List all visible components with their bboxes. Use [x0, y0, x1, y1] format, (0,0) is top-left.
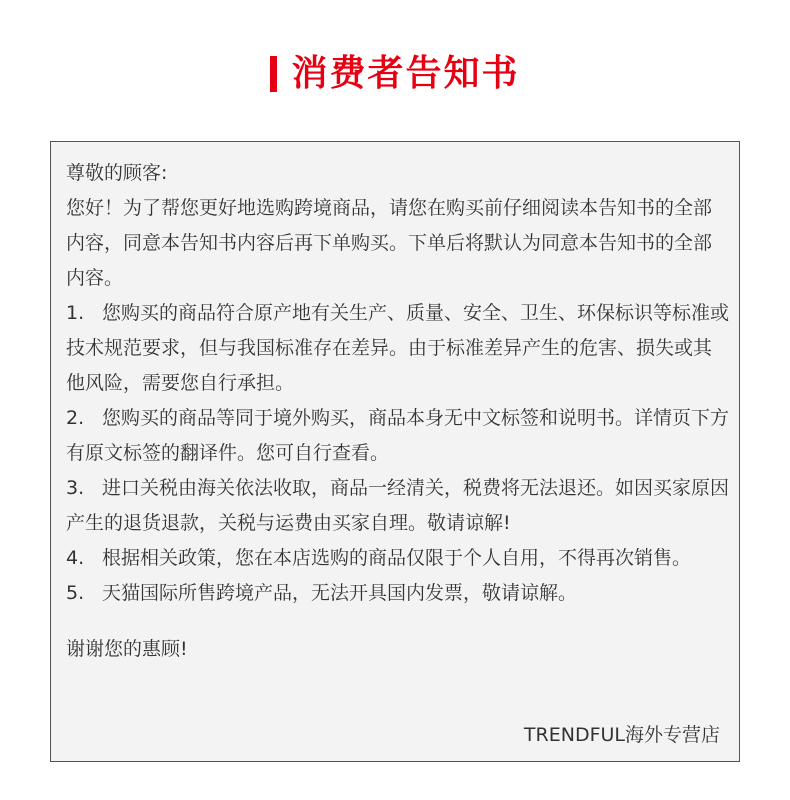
item-text: 进口关税由海关依法收取，商品一经清关，税费将无法退还。如因买家原因产生的退货退款，关税与运费由买家自理。敬请谅解! — [66, 477, 730, 534]
store-signature: TRENDFUL海外专营店 — [523, 724, 720, 746]
spacer — [66, 611, 730, 632]
notice-item-5 — [66, 576, 730, 611]
greeting: 尊敬的顾客: — [66, 162, 168, 184]
notice-body — [66, 156, 730, 667]
notice-item-4 — [66, 541, 730, 576]
title-section — [0, 44, 790, 104]
item-number: 5. — [66, 582, 85, 604]
item-number: 2. — [66, 407, 85, 429]
notice-item-3 — [66, 471, 730, 541]
item-text: 您购买的商品符合原产地有关生产、质量、安全、卫生、环保标识等标准或技术规范要求，但与我国标准存在差异。由于标准差异产生的危害、损失或其他风险，需要您自行承担。 — [66, 302, 730, 394]
notice-item-2 — [66, 401, 730, 471]
item-number: 1. — [66, 302, 85, 324]
item-text: 您购买的商品等同于境外购买，商品本身无中文标签和说明书。详情页下方有原文标签的翻译件。您可自行查看。 — [66, 407, 730, 464]
title-accent-bar — [270, 56, 277, 92]
notice-item-1 — [66, 296, 730, 401]
thanks-text: 谢谢您的惠顾! — [66, 638, 188, 660]
page-title: 消费者告知书 — [291, 53, 520, 94]
intro-paragraph: 您好！为了帮您更好地选购跨境商品，请您在购买前仔细阅读本告知书的全部内容，同意本告知书内容后再下单购买。下单后将默认为同意本告知书的全部内容。 — [66, 197, 713, 289]
item-number: 4. — [66, 547, 85, 569]
item-text: 天猫国际所售跨境产品，无法开具国内发票，敬请谅解。 — [102, 582, 578, 604]
item-number: 3. — [66, 477, 85, 499]
item-text: 根据相关政策，您在本店选购的商品仅限于个人自用，不得再次销售。 — [102, 547, 692, 569]
